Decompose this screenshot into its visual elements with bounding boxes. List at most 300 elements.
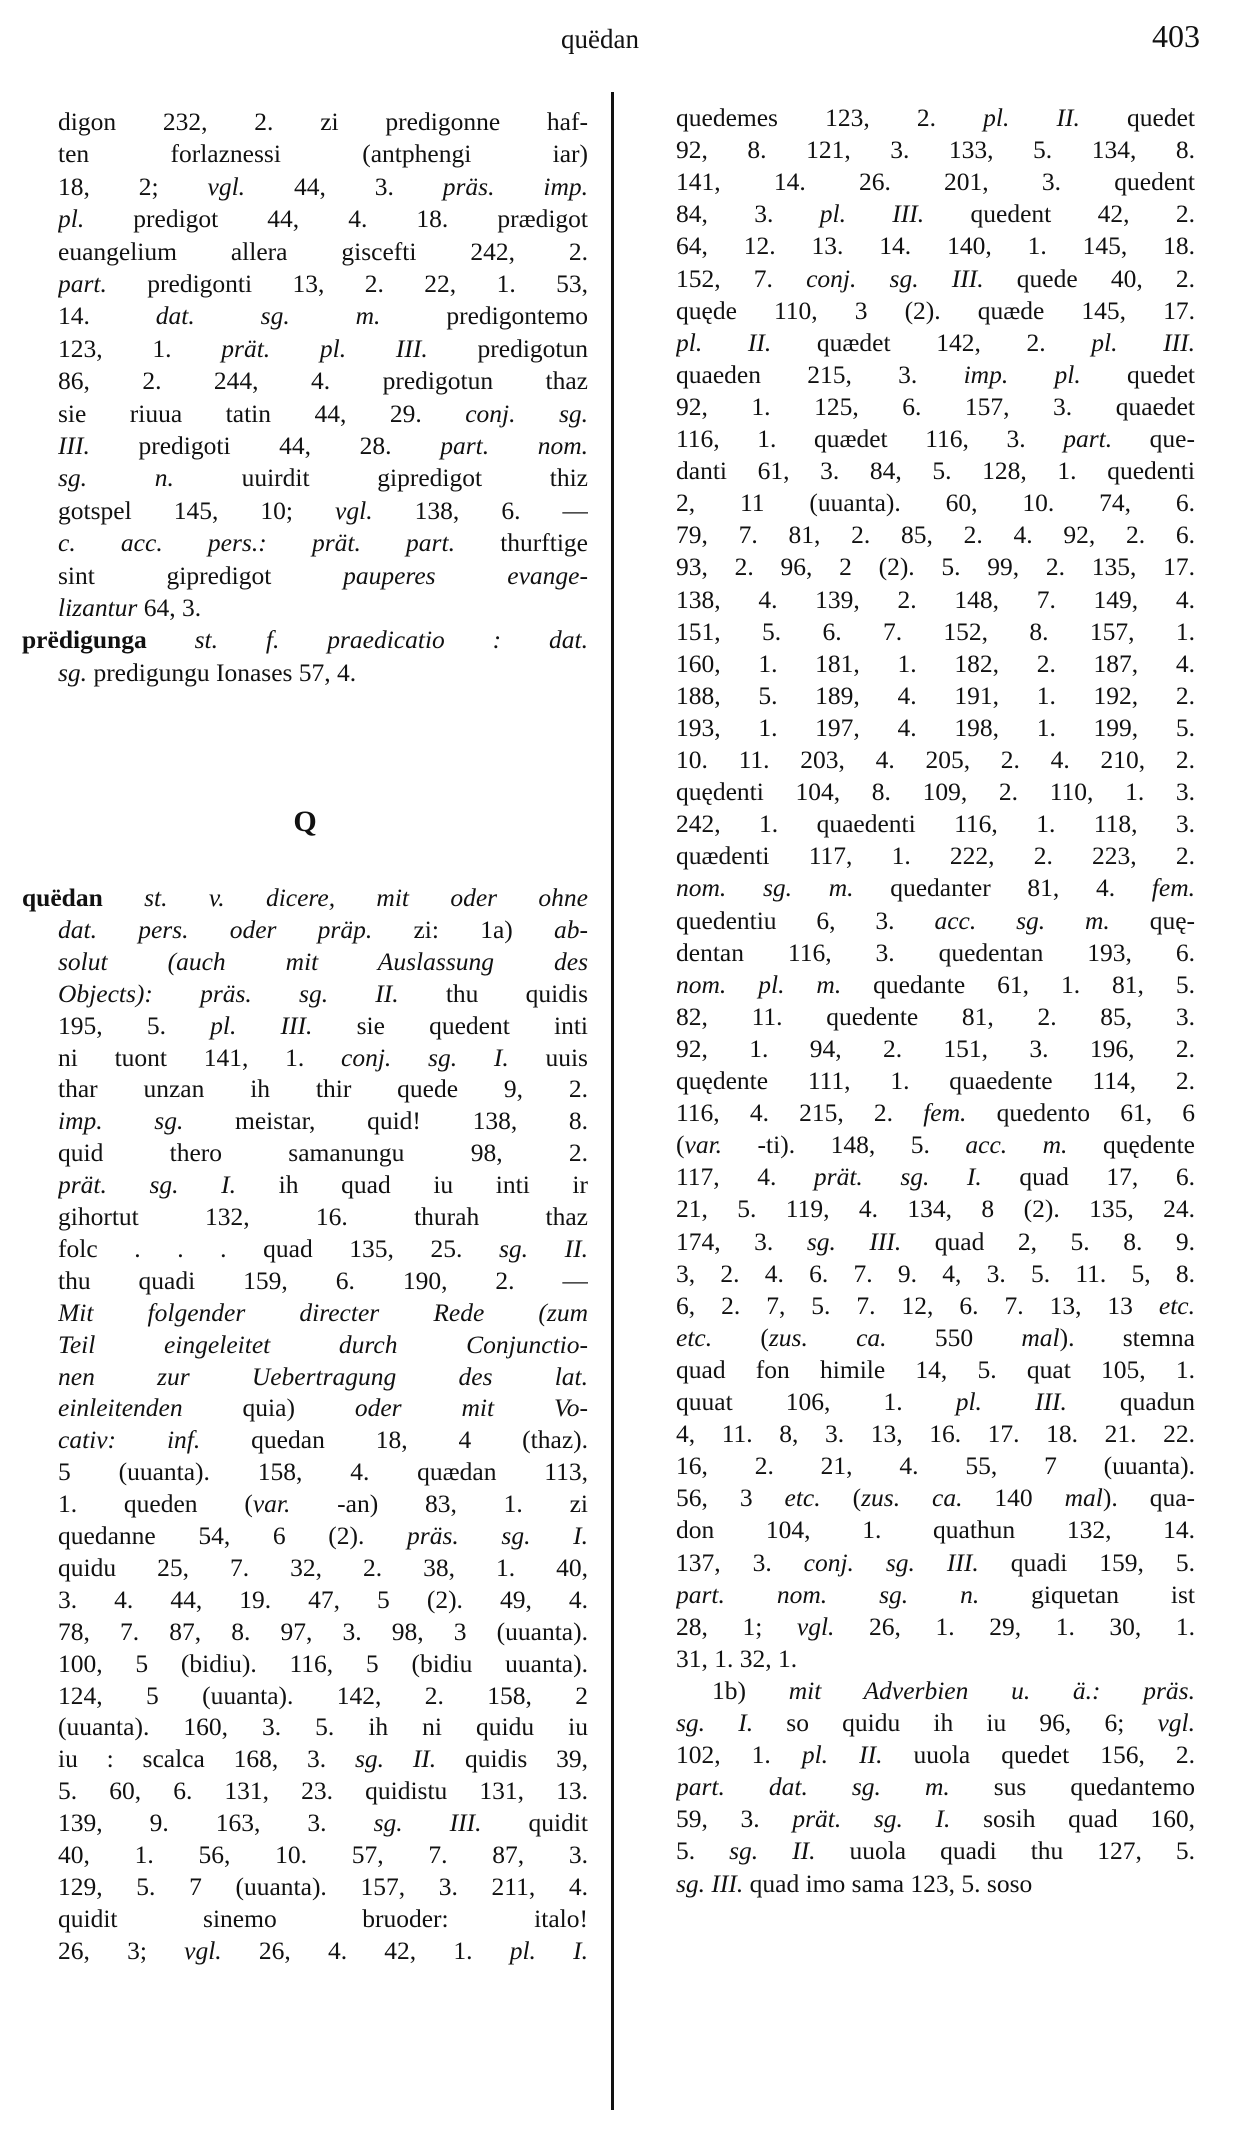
text-line: [58, 495, 588, 527]
text-segment: 139, 9. 163, 3.: [58, 1808, 374, 1838]
text-line: [676, 1354, 1195, 1386]
grammar-label: conj. sg.: [465, 398, 588, 428]
grammar-label: einleitenden: [58, 1393, 183, 1423]
text-line: [676, 455, 1195, 487]
text-segment: so quidu ih iu 96, 6;: [753, 1708, 1158, 1737]
text-segment: (: [712, 1322, 769, 1352]
grammar-label: pl. I.: [509, 1935, 588, 1965]
text-line: [676, 295, 1195, 327]
text-segment: 138, 4. 139, 2. 148, 7. 149, 4.: [676, 584, 1195, 614]
text-line: [58, 1520, 588, 1552]
text-line: [58, 978, 588, 1010]
text-segment: ni tuont 141, 1.: [58, 1042, 342, 1072]
text-segment: quaeden 215, 3.: [676, 359, 964, 389]
text-segment: 44, 3.: [245, 171, 443, 201]
text-segment: 82, 11. quedente 81, 2. 85, 3.: [676, 1001, 1195, 1031]
text-line: [58, 171, 588, 203]
text-segment: quidit sinemo bruoder: italo!: [58, 1903, 588, 1933]
text-segment: quad fon himile 14, 5. quat 105, 1.: [676, 1354, 1195, 1384]
text-segment: quad 17, 6.: [981, 1162, 1195, 1192]
grammar-label: pl. II.: [676, 327, 772, 357]
text-segment: 56, 3: [676, 1483, 785, 1513]
text-segment: quidu 25, 7. 32, 2. 38, 1. 40,: [58, 1552, 588, 1582]
text-line: [58, 430, 588, 462]
grammar-label: part.: [1063, 424, 1113, 453]
text-line: [676, 680, 1195, 712]
text-segment: 92, 1. 125, 6. 157, 3. quaedet: [676, 391, 1195, 421]
text-line: [58, 1903, 588, 1935]
text-line: [58, 203, 588, 235]
text-line: [58, 1743, 588, 1775]
text-segment: 5 (uuanta). 158, 4. quædan 113,: [58, 1457, 588, 1487]
grammar-label: etc.: [1158, 1290, 1195, 1320]
text-segment: 550: [886, 1322, 1022, 1352]
text-segment: sint gipredigot: [58, 560, 344, 590]
grammar-label: cativ: inf.: [58, 1425, 201, 1455]
text-segment: 160, 1. 181, 1. 182, 2. 187, 4.: [676, 648, 1195, 678]
text-segment: quidit: [481, 1808, 588, 1838]
grammar-label: präs. sg. I.: [407, 1521, 588, 1550]
grammar-label: var.: [252, 1489, 291, 1519]
text-line: [58, 1361, 588, 1393]
text-segment: sie quedent inti: [312, 1010, 588, 1040]
grammar-label: pl. III.: [819, 199, 925, 229]
headword: prëdigunga: [22, 625, 147, 655]
text-line: [58, 560, 588, 592]
text-segment: uuis: [508, 1042, 588, 1072]
text-segment: thu quidis: [398, 978, 588, 1008]
text-line: [676, 840, 1195, 872]
grammar-label: prät. sg. I.: [58, 1170, 237, 1200]
grammar-label: pl. II.: [983, 103, 1080, 132]
grammar-label: acc. m.: [965, 1130, 1068, 1160]
text-line: [676, 1803, 1195, 1835]
text-line: [58, 1584, 588, 1616]
text-segment: quędenti 104, 8. 109, 2. 110, 1. 3.: [676, 777, 1195, 807]
grammar-label: sg.: [58, 657, 88, 687]
text-segment: 102, 1.: [676, 1740, 802, 1770]
text-segment: thar unzan ih thir quede 9, 2.: [58, 1074, 588, 1104]
text-segment: quędente: [1067, 1130, 1195, 1160]
grammar-label: III.: [58, 431, 90, 460]
text-segment: 86, 2. 244, 4. predigotun thaz: [58, 366, 588, 396]
text-segment: 93, 2. 96, 2 (2). 5. 99, 2. 135, 17.: [676, 552, 1195, 582]
text-line: [58, 236, 588, 268]
text-segment: quuat 106, 1.: [676, 1387, 956, 1416]
grammar-label: vgl.: [796, 1611, 835, 1641]
text-line: [58, 657, 588, 689]
text-segment: iu : scalca 168, 3.: [58, 1744, 355, 1774]
text-line: [676, 198, 1195, 230]
text-segment: 3. 4. 44, 19. 47, 5 (2). 49, 4.: [58, 1584, 588, 1614]
entry-headword-line: [22, 882, 588, 914]
section-letter: Q: [293, 805, 317, 838]
text-line: [676, 1450, 1195, 1482]
text-segment: sus quedantemo: [949, 1772, 1195, 1802]
text-line: [58, 1105, 588, 1137]
text-segment: 31, 1. 32, 1.: [676, 1643, 798, 1673]
grammar-label: etc.: [784, 1483, 821, 1513]
text-line: [676, 969, 1195, 1001]
text-segment: [103, 883, 144, 912]
text-line: [676, 1579, 1195, 1611]
text-line: [58, 1871, 588, 1903]
text-segment: 3, 2. 4. 6. 7. 9. 4, 3. 5. 11. 5, 8.: [676, 1258, 1195, 1288]
text-line: [676, 1514, 1195, 1546]
grammar-label: prät. sg. I.: [813, 1162, 982, 1192]
text-segment: ). qua-: [1102, 1483, 1195, 1513]
text-segment: predigonti 13, 2. 22, 1. 53,: [106, 269, 588, 298]
text-line: [676, 1226, 1195, 1258]
text-segment: 59, 3.: [676, 1804, 793, 1834]
text-line: [58, 1137, 588, 1169]
grammar-label: pl.: [58, 204, 85, 234]
text-segment: [147, 625, 195, 654]
text-line: [676, 1386, 1195, 1418]
grammar-label: dat. pers. oder präp.: [58, 914, 373, 944]
text-segment: quedent 42, 2.: [924, 199, 1195, 229]
text-line: [676, 359, 1195, 391]
text-line: [676, 1129, 1195, 1161]
grammar-label: Teil eingeleitet durch Conjunctio-: [58, 1329, 588, 1359]
text-segment: predigungu Ionases 57, 4.: [87, 657, 357, 687]
text-segment: 129, 5. 7 (uuanta). 157, 3. 211, 4.: [58, 1871, 588, 1901]
text-segment: (uuanta). 160, 3. 5. ih ni quidu iu: [58, 1712, 588, 1742]
text-segment: 4, 11. 8, 3. 13, 16. 17. 18. 21. 22.: [676, 1419, 1195, 1449]
text-segment: 137, 3.: [676, 1547, 804, 1577]
grammar-label: sg. III.: [806, 1226, 902, 1256]
text-segment: ih quad iu inti ir: [236, 1170, 588, 1200]
text-segment: 10. 11. 203, 4. 205, 2. 4. 210, 2.: [676, 745, 1195, 774]
running-head-word: quëdan: [561, 24, 639, 54]
grammar-label: nom. pl. m.: [676, 969, 842, 999]
text-segment: 174, 3.: [676, 1226, 807, 1256]
text-line: [58, 1616, 588, 1648]
grammar-label: nen zur Uebertragung des lat.: [58, 1361, 588, 1391]
text-line: [58, 333, 588, 365]
text-line: [676, 166, 1195, 198]
text-line: [58, 1329, 588, 1361]
text-segment: quedan 18, 4 (thaz).: [200, 1425, 588, 1455]
grammar-label: vgl.: [184, 1935, 222, 1965]
text-line: [58, 1392, 588, 1424]
text-segment: sosih quad 160,: [950, 1804, 1195, 1834]
grammar-label: solut (auch mit Auslassung des: [58, 946, 588, 976]
text-segment: euangelium allera giscefti 242, 2.: [58, 236, 588, 266]
text-segment: 5. 60, 6. 131, 23. quidistu 131, 13.: [58, 1776, 588, 1806]
text-line: [676, 230, 1195, 262]
text-segment: quede 40, 2.: [983, 263, 1195, 293]
text-segment: 193, 1. 197, 4. 198, 1. 199, 5.: [676, 712, 1195, 742]
text-segment: quedante 61, 1. 81, 5.: [841, 969, 1195, 999]
text-segment: 78, 7. 87, 8. 97, 3. 98, 3 (uuanta).: [58, 1616, 588, 1646]
text-segment: predigot 44, 4. 18. prædigot: [84, 204, 588, 234]
grammar-label: zus. ca.: [861, 1483, 963, 1513]
text-segment: quedemes 123, 2.: [676, 103, 984, 132]
text-line: [676, 584, 1195, 616]
text-segment: ten forlaznessi (antphengi iar): [58, 139, 588, 169]
text-segment: 64, 12. 13. 14. 140, 1. 145, 18.: [676, 231, 1195, 261]
text-segment: quædet 142, 2.: [771, 327, 1092, 357]
grammar-label: sg. I.: [676, 1708, 754, 1737]
grammar-label: sg. n.: [58, 463, 174, 493]
text-line: [676, 134, 1195, 166]
text-segment: 1b): [712, 1675, 789, 1705]
grammar-label: part.: [58, 269, 107, 298]
text-line: [676, 712, 1195, 744]
text-segment: (: [676, 1130, 685, 1160]
text-line: [676, 1065, 1195, 1097]
text-line: [676, 905, 1195, 937]
text-line: [676, 1643, 1195, 1675]
text-segment: 195, 5.: [58, 1010, 211, 1040]
grammar-label: vgl.: [207, 171, 246, 201]
text-segment: digon 232, 2. zi predigonne haf-: [58, 107, 588, 136]
text-segment: thu quadi 159, 6. 190, 2. —: [58, 1265, 588, 1295]
text-segment: meistar, quid! 138, 8.: [183, 1106, 588, 1136]
text-segment: quædenti 117, 1. 222, 2. 223, 2.: [676, 841, 1195, 871]
text-line: [676, 1547, 1195, 1579]
headword: quëdan: [22, 883, 103, 912]
text-segment: quia): [182, 1393, 355, 1423]
text-line: [58, 1042, 588, 1074]
grammar-label: pl. II.: [801, 1740, 883, 1770]
grammar-label: fem.: [1151, 873, 1195, 903]
grammar-label: st. f. praedicatio : dat.: [194, 625, 588, 655]
grammar-label: var.: [684, 1130, 723, 1160]
text-segment: 64, 3.: [137, 593, 202, 622]
grammar-label: pl. III.: [955, 1387, 1067, 1416]
text-line: [58, 1711, 588, 1743]
grammar-label: sg. II.: [729, 1836, 816, 1866]
text-line: [676, 808, 1195, 840]
text-line: [676, 1835, 1195, 1867]
text-line: [58, 1233, 588, 1265]
grammar-label: ab-: [554, 914, 588, 944]
text-segment: 116, 4. 215, 2.: [676, 1098, 924, 1128]
text-segment: 152, 7.: [676, 263, 807, 293]
text-line: [676, 937, 1195, 969]
text-segment: quid thero samanungu 98, 2.: [58, 1138, 588, 1168]
grammar-label: vgl.: [335, 495, 373, 525]
text-line: [58, 398, 588, 430]
text-segment: 141, 14. 26. 201, 3. quedent: [676, 167, 1195, 197]
text-line: [58, 527, 588, 559]
text-line: [58, 914, 588, 946]
grammar-label: conj. sg. III.: [806, 263, 984, 293]
text-segment: -an) 83, 1. zi: [290, 1489, 588, 1519]
text-line: [676, 423, 1195, 455]
grammar-label: zus. ca.: [768, 1322, 887, 1352]
text-segment: 123, 1.: [58, 333, 222, 363]
grammar-label: pauperes evange-: [343, 560, 588, 590]
grammar-label: part. dat. sg. m.: [676, 1772, 950, 1802]
grammar-label: acc. sg. m.: [934, 905, 1110, 935]
text-segment: 18, 2;: [58, 171, 208, 201]
text-line: [58, 1297, 588, 1329]
text-segment: quęde 110, 3 (2). quæde 145, 17.: [676, 295, 1195, 325]
text-segment: quę-: [1109, 905, 1195, 935]
text-segment: 124, 5 (uuanta). 142, 2. 158, 2: [58, 1680, 588, 1710]
text-line: [676, 776, 1195, 808]
text-segment: 188, 5. 189, 4. 191, 1. 192, 2.: [676, 680, 1195, 710]
text-line: [712, 1675, 1195, 1707]
text-line: [676, 1258, 1195, 1290]
text-line: [676, 1193, 1195, 1225]
grammar-label: pl. III.: [210, 1010, 313, 1040]
text-segment: quedanter 81, 4.: [853, 873, 1152, 903]
text-line: [676, 1322, 1195, 1354]
text-line: [58, 946, 588, 978]
text-segment: 16, 2. 21, 4. 55, 7 (uuanta).: [676, 1451, 1195, 1481]
grammar-label: prät. pl. III.: [221, 333, 428, 363]
text-segment: folc . . . quad 135, 25.: [58, 1233, 499, 1263]
text-segment: 117, 4.: [676, 1162, 814, 1192]
grammar-label: c. acc. pers.: prät. part.: [58, 528, 455, 558]
text-segment: quadun: [1066, 1387, 1195, 1416]
text-segment: uuola quedet 156, 2.: [882, 1740, 1195, 1770]
text-segment: quędente 111, 1. quaedente 114, 2.: [676, 1066, 1195, 1095]
text-line: [58, 1775, 588, 1807]
text-segment: thurftige: [454, 528, 588, 558]
text-segment: 140: [962, 1483, 1065, 1513]
column-divider: [611, 92, 614, 2110]
text-line: [676, 1739, 1195, 1771]
text-segment: 5.: [676, 1836, 730, 1866]
text-line: [676, 551, 1195, 583]
grammar-label: mit Adverbien u. ä.: präs.: [788, 1675, 1195, 1705]
text-line: [676, 1097, 1195, 1129]
text-segment: 26, 4. 42, 1.: [221, 1935, 510, 1965]
text-line: [676, 1033, 1195, 1065]
text-line: [58, 1807, 588, 1839]
text-line: [676, 1290, 1195, 1322]
text-segment: quedento 61, 6: [966, 1098, 1195, 1128]
text-segment: 40, 1. 56, 10. 57, 7. 87, 3.: [58, 1840, 588, 1869]
text-line: [676, 744, 1195, 776]
text-segment: giquetan ist: [979, 1579, 1195, 1609]
text-segment: 79, 7. 81, 2. 85, 2. 4. 92, 2. 6.: [676, 520, 1195, 550]
text-segment: quad 2, 5. 8. 9.: [901, 1226, 1195, 1256]
text-segment: 138, 6. —: [372, 495, 588, 525]
text-segment: gotspel 145, 10;: [58, 495, 336, 525]
page-number: 403: [1152, 18, 1200, 54]
running-head: [0, 18, 1244, 58]
text-segment: 84, 3.: [676, 199, 820, 229]
text-segment: quadi 159, 5.: [978, 1547, 1195, 1577]
text-segment: 116, 1. quædet 116, 3.: [676, 424, 1064, 453]
text-segment: quad imo sama 123, 5. soso: [743, 1868, 1033, 1898]
text-line: [58, 1010, 588, 1042]
text-segment: 151, 5. 6. 7. 152, 8. 157, 1.: [676, 616, 1195, 646]
text-line: [676, 1611, 1195, 1643]
text-segment: dentan 116, 3. quedentan 193, 6.: [676, 937, 1195, 967]
text-line: [58, 268, 588, 300]
text-segment: uuola quadi thu 127, 5.: [815, 1836, 1195, 1866]
grammar-label: mal: [1064, 1483, 1103, 1513]
text-line: [58, 1488, 588, 1520]
text-segment: zi: 1a): [372, 914, 554, 944]
text-segment: don 104, 1. quathun 132, 14.: [676, 1515, 1195, 1545]
grammar-label: fem.: [923, 1098, 967, 1128]
text-line: [58, 1201, 588, 1233]
grammar-label: oder mit Vo-: [354, 1393, 588, 1423]
text-line: [58, 365, 588, 397]
grammar-label: etc.: [676, 1322, 713, 1352]
grammar-label: part. nom. sg. n.: [676, 1579, 980, 1609]
text-segment: predigotun: [427, 333, 588, 363]
text-line: [676, 1707, 1195, 1739]
grammar-label: Objects): präs. sg. II.: [58, 978, 399, 1008]
text-line: [58, 1265, 588, 1297]
text-line: [58, 1424, 588, 1456]
grammar-label: Mit folgender directer Rede (zum: [58, 1297, 588, 1327]
grammar-label: sg. III.: [373, 1808, 482, 1838]
text-line: [58, 106, 588, 138]
grammar-label: sg. II.: [498, 1233, 588, 1263]
text-segment: uuirdit gipredigot thiz: [173, 463, 588, 493]
text-segment: quedentiu 6, 3.: [676, 905, 935, 935]
text-line: [676, 487, 1195, 519]
text-line: [676, 519, 1195, 551]
text-line: [58, 462, 588, 494]
text-segment: -ti). 148, 5.: [722, 1130, 966, 1160]
text-segment: 21, 5. 119, 4. 134, 8 (2). 135, 24.: [676, 1194, 1195, 1224]
text-segment: sie riuua tatin 44, 29.: [58, 398, 466, 428]
text-line: [676, 327, 1195, 359]
text-segment: 28, 1;: [676, 1611, 797, 1641]
text-line: [676, 263, 1195, 295]
text-segment: gihortut 132, 16. thurah thaz: [58, 1202, 588, 1231]
text-line: [676, 1771, 1195, 1803]
text-line: [676, 1868, 1195, 1900]
text-line: [676, 391, 1195, 423]
text-line: [58, 1839, 588, 1871]
text-segment: danti 61, 3. 84, 5. 128, 1. quedenti: [676, 456, 1195, 486]
grammar-label: imp. sg.: [58, 1106, 184, 1136]
text-segment: 92, 1. 94, 2. 151, 3. 196, 2.: [676, 1033, 1195, 1063]
grammar-label: mal: [1021, 1322, 1060, 1352]
grammar-label: conj. sg. III.: [803, 1547, 979, 1577]
text-line: [676, 648, 1195, 680]
text-segment: predigontemo: [380, 301, 588, 331]
text-line: [58, 300, 588, 332]
text-segment: 2, 11 (uuanta). 60, 10. 74, 6.: [676, 488, 1195, 518]
grammar-label: imp. pl.: [963, 359, 1081, 389]
text-line: [58, 1552, 588, 1584]
text-line: [58, 592, 588, 624]
text-line: [58, 1169, 588, 1201]
text-segment: ). stemna: [1059, 1322, 1195, 1352]
grammar-label: lizantur: [58, 593, 138, 622]
text-line: [676, 1418, 1195, 1450]
text-segment: 26, 1. 29, 1. 30, 1.: [834, 1611, 1195, 1641]
text-line: [676, 1482, 1195, 1514]
text-segment: (: [820, 1483, 862, 1513]
grammar-label: pl. III.: [1091, 327, 1195, 357]
grammar-label: sg. III.: [676, 1868, 744, 1898]
grammar-label: sg. II.: [354, 1744, 437, 1774]
text-line: [58, 1680, 588, 1712]
text-line: [676, 1001, 1195, 1033]
grammar-label: dat. sg. m.: [155, 301, 381, 331]
text-segment: 26, 3;: [58, 1935, 185, 1965]
text-segment: quedet: [1079, 103, 1195, 132]
text-line: [676, 1161, 1195, 1193]
grammar-label: vgl.: [1157, 1708, 1195, 1737]
text-line: [58, 1456, 588, 1488]
grammar-label: präs. imp.: [442, 171, 588, 201]
